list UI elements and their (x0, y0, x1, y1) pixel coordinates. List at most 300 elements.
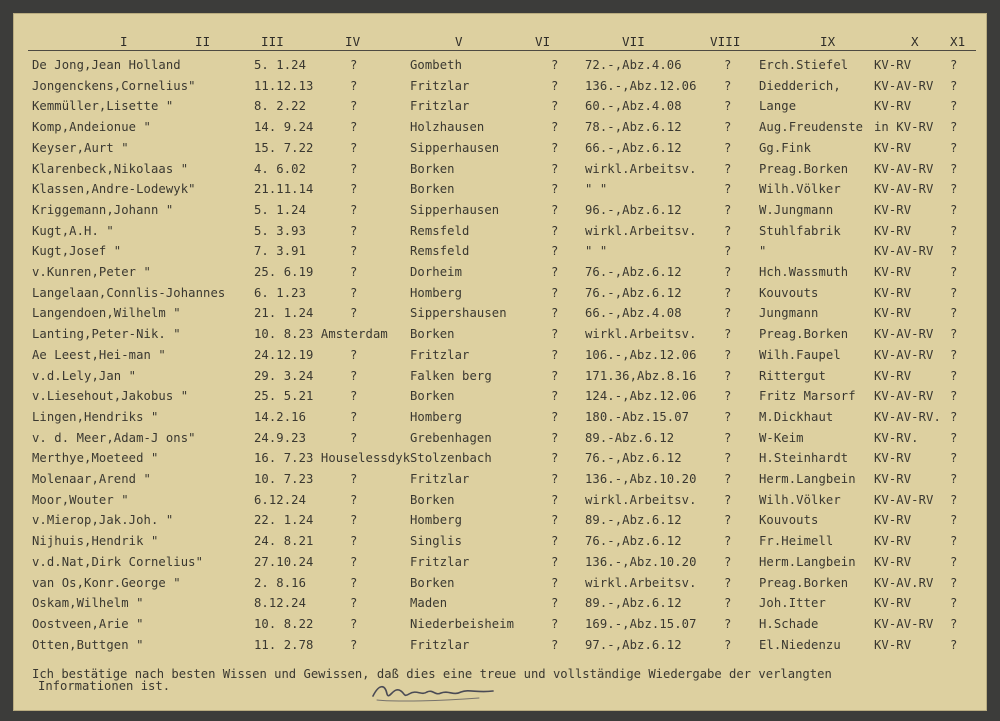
table-cell: ? (551, 534, 559, 549)
table-cell: Lingen,Hendriks " (32, 409, 159, 424)
table-cell: 5. 3.93 (254, 223, 307, 238)
table-cell: KV-RV (874, 513, 912, 528)
table-row (14, 306, 986, 324)
table-cell: ? (724, 306, 732, 321)
table-cell: ? (724, 534, 732, 549)
table-cell: ? (724, 223, 732, 238)
table-cell: ? (950, 430, 958, 445)
table-cell: ? (950, 575, 958, 590)
table-cell: ? (724, 244, 732, 259)
table-cell: ? (724, 637, 732, 652)
table-cell: ? (350, 409, 358, 424)
table-cell: ? (551, 554, 559, 569)
table-cell: KV-RV (874, 223, 912, 238)
table-row (14, 79, 986, 97)
attestation-note (32, 668, 972, 692)
table-row (14, 389, 986, 407)
table-cell: Kouvouts (759, 285, 819, 300)
table-row (14, 120, 986, 138)
table-cell: ? (350, 637, 358, 652)
table-cell: 10. 7.23 (254, 472, 314, 486)
table-cell: ? (551, 368, 559, 383)
table-cell: ? (724, 202, 732, 217)
table-cell: Otten,Buttgen " (32, 637, 144, 652)
table-cell: KV-RV (874, 285, 912, 300)
table-cell: ? (551, 265, 559, 279)
table-cell: Preag.Borken (759, 327, 849, 342)
table-cell: 10. 8.23 Amsterdam (254, 327, 388, 342)
table-cell: Fritzlar (410, 347, 470, 362)
table-cell: H.Steinhardt (759, 451, 849, 466)
table-cell: 60.-,Abz.4.08 (585, 99, 682, 114)
table-cell: 72.-,Abz.4.06 (585, 58, 682, 72)
header-col-2: II (195, 34, 211, 49)
table-cell: KV-RV (874, 534, 912, 549)
table-cell: KV-AV-RV (874, 182, 934, 197)
table-cell: ? (350, 472, 358, 486)
table-cell: ? (350, 265, 358, 279)
table-cell: 24. 8.21 (254, 534, 314, 549)
header-col-1: I (120, 34, 128, 49)
table-cell: 10. 8.22 (254, 616, 314, 631)
table-cell: wirkl.Arbeitsv. (585, 492, 697, 507)
table-cell: ? (950, 161, 958, 176)
table-cell: Kriggemann,Johann " (32, 202, 174, 217)
table-cell: ? (350, 347, 358, 362)
table-cell: ? (724, 327, 732, 342)
table-cell: 136.-,Abz.10.20 (585, 554, 697, 569)
table-cell: 89.-,Abz.6.12 (585, 596, 682, 611)
table-cell: 14.2.16 (254, 409, 307, 424)
table-cell: ? (551, 223, 559, 238)
table-cell: Jongenckens,Cornelius" (32, 78, 196, 93)
table-cell: 96.-,Abz.6.12 (585, 202, 682, 217)
table-cell: Homberg (410, 285, 463, 300)
header-col-9: IX (820, 34, 836, 49)
table-cell: 4. 6.02 (254, 161, 307, 176)
table-cell: Sipperhausen (410, 202, 500, 217)
table-cell: v.Liesehout,Jakobus " (32, 389, 189, 404)
table-cell: ? (551, 78, 559, 93)
table-cell: ? (350, 285, 358, 300)
attestation-line-2: Informationen ist. (38, 679, 171, 693)
table-cell: Stolzenbach (410, 451, 492, 466)
table-cell: KV-AV-RV (874, 327, 934, 342)
table-cell: ? (551, 120, 559, 135)
header-col-4: IV (345, 34, 361, 49)
table-cell: ? (950, 368, 958, 383)
table-cell: KV-RV. (874, 430, 919, 445)
table-cell: in KV-RV (874, 120, 934, 135)
table-cell: 136.-,Abz.12.06 (585, 78, 697, 93)
table-cell: KV-RV (874, 451, 912, 466)
table-cell: Fritzlar (410, 554, 470, 569)
table-cell: ? (950, 451, 958, 466)
table-cell: Homberg (410, 409, 463, 424)
table-cell: ? (350, 202, 358, 217)
table-row (14, 513, 986, 531)
table-cell: ? (350, 389, 358, 404)
table-cell: ? (724, 575, 732, 590)
table-cell: v.Kunren,Peter " (32, 265, 151, 279)
table-cell: ? (551, 244, 559, 259)
table-cell: KV-RV (874, 202, 912, 217)
table-cell: Wilh.Faupel (759, 347, 841, 362)
table-cell: 29. 3.24 (254, 368, 314, 383)
table-row (14, 555, 986, 573)
table-cell: Hch.Wassmuth (759, 265, 849, 279)
table-cell: Fritzlar (410, 78, 470, 93)
table-row (14, 265, 986, 283)
table-cell: ? (950, 140, 958, 155)
table-cell: 180.-Abz.15.07 (585, 409, 690, 424)
table-cell: ? (551, 161, 559, 176)
table-row (14, 327, 986, 345)
table-cell: ? (350, 513, 358, 528)
table-cell: Wilh.Völker (759, 182, 841, 197)
table-cell: Molenaar,Arend " (32, 472, 151, 486)
table-cell: Preag.Borken (759, 161, 849, 176)
table-cell: ? (724, 285, 732, 300)
table-cell: Joh.Itter (759, 596, 826, 611)
table-cell: ? (551, 347, 559, 362)
table-row (14, 431, 986, 449)
table-cell: 97.-,Abz.6.12 (585, 637, 682, 652)
table-cell: 5. 1.24 (254, 202, 307, 217)
document-card (14, 14, 986, 710)
table-cell: Gg.Fink (759, 140, 812, 155)
table-cell: 21. 1.24 (254, 306, 314, 321)
table-row (14, 58, 986, 76)
table-cell: ? (950, 409, 958, 424)
table-cell: ? (724, 554, 732, 569)
table-cell: ? (950, 616, 958, 631)
table-cell: ? (724, 368, 732, 383)
table-cell: ? (350, 120, 358, 135)
table-cell: Kemmüller,Lisette " (32, 99, 174, 114)
table-cell: ? (350, 616, 358, 631)
table-cell: 106.-,Abz.12.06 (585, 347, 697, 362)
table-cell: 6. 1.23 (254, 285, 307, 300)
table-cell: Holzhausen (410, 120, 485, 135)
table-cell: ? (724, 99, 732, 114)
header-col-11: X1 (950, 34, 966, 49)
table-cell: Wilh.Völker (759, 492, 841, 507)
table-cell: Klarenbeck,Nikolaas " (32, 161, 189, 176)
table-cell: Maden (410, 596, 448, 611)
table-row (14, 182, 986, 200)
table-cell: Jungmann (759, 306, 819, 321)
table-cell: Remsfeld (410, 223, 470, 238)
table-cell: ? (350, 78, 358, 93)
table-cell: Gombeth (410, 58, 463, 72)
table-cell: KV-AV-RV (874, 389, 934, 404)
table-cell: v.d.Lely,Jan " (32, 368, 137, 383)
table-cell: 66.-,Abz.4.08 (585, 306, 682, 321)
table-cell: ? (950, 285, 958, 300)
table-cell: KV-AV-RV (874, 616, 934, 631)
table-cell: ? (950, 389, 958, 404)
table-cell: KV-AV-RV (874, 244, 934, 259)
table-cell: ? (350, 182, 358, 197)
table-cell: ? (551, 140, 559, 155)
table-cell: Aug.Freudenste (759, 120, 864, 135)
table-cell: Preag.Borken (759, 575, 849, 590)
table-cell: Borken (410, 161, 455, 176)
table-cell: Merthye,Moeteed " (32, 451, 159, 466)
table-cell: ? (551, 596, 559, 611)
table-cell: 7. 3.91 (254, 244, 307, 259)
table-cell: ? (350, 596, 358, 611)
table-cell: Langelaan,Connlis-Johannes (32, 285, 226, 300)
table-cell: Oskam,Wilhelm " (32, 596, 144, 611)
table-cell: H.Schade (759, 616, 819, 631)
table-cell: 169.-,Abz.15.07 (585, 616, 697, 631)
table-cell: ? (724, 161, 732, 176)
table-cell: wirkl.Arbeitsv. (585, 223, 697, 238)
table-cell: KV-AV.RV (874, 575, 934, 590)
table-cell: Borken (410, 575, 455, 590)
table-cell: El.Niedenzu (759, 637, 841, 652)
table-cell: KV-RV (874, 554, 912, 569)
table-cell: 2. 8.16 (254, 575, 307, 590)
table-cell: 24.9.23 (254, 430, 307, 445)
table-cell: ? (950, 120, 958, 135)
table-cell: ? (724, 492, 732, 507)
table-cell: Diedderich, (759, 78, 841, 93)
table-cell: ? (551, 637, 559, 652)
table-cell: 24.12.19 (254, 347, 314, 362)
table-cell: wirkl.Arbeitsv. (585, 327, 697, 342)
table-row (14, 348, 986, 366)
table-cell: ? (551, 472, 559, 486)
table-cell: ? (724, 347, 732, 362)
table-cell: Kouvouts (759, 513, 819, 528)
table-cell: 76.-,Abz.6.12 (585, 265, 682, 279)
table-cell: Ae Leest,Hei-man " (32, 347, 166, 362)
table-cell: ? (950, 554, 958, 569)
table-cell: ? (724, 389, 732, 404)
table-row (14, 286, 986, 304)
table-cell: M.Dickhaut (759, 409, 834, 424)
table-cell: Singlis (410, 534, 463, 549)
table-cell: ? (350, 99, 358, 114)
table-cell: 15. 7.22 (254, 140, 314, 155)
table-cell: KV-AV-RV (874, 78, 934, 93)
table-cell: wirkl.Arbeitsv. (585, 161, 697, 176)
table-cell: ? (350, 534, 358, 549)
table-cell: ? (724, 616, 732, 631)
table-cell: 22. 1.24 (254, 513, 314, 528)
table-cell: KV-RV (874, 472, 912, 486)
table-cell: W-Keim (759, 430, 804, 445)
table-cell: ? (724, 182, 732, 197)
table-cell: v. d. Meer,Adam-J ons" (32, 430, 196, 445)
table-cell: KV-RV (874, 368, 912, 383)
table-cell: ? (724, 430, 732, 445)
table-cell: ? (724, 120, 732, 135)
table-cell: ? (950, 99, 958, 114)
table-cell: ? (950, 513, 958, 528)
table-cell: ? (950, 306, 958, 321)
table-cell: 21.11.14 (254, 182, 314, 197)
table-cell: ? (950, 637, 958, 652)
table-row (14, 576, 986, 594)
table-row (14, 224, 986, 242)
table-cell: ? (350, 223, 358, 238)
table-cell: Borken (410, 182, 455, 197)
table-cell: ? (950, 327, 958, 342)
table-row (14, 472, 986, 490)
table-cell: ? (350, 554, 358, 569)
table-cell: Keyser,Aurt " (32, 140, 129, 155)
table-cell: ? (724, 78, 732, 93)
table-cell: Lanting,Peter-Nik. " (32, 327, 181, 342)
table-cell: ? (724, 58, 732, 72)
table-cell: ? (724, 140, 732, 155)
table-cell: ? (551, 575, 559, 590)
table-cell: Klassen,Andre-Lodewyk" (32, 182, 196, 197)
header-col-5: V (455, 34, 463, 49)
table-cell: 8.12.24 (254, 596, 307, 611)
table-cell: 136.-,Abz.10.20 (585, 472, 697, 486)
header-col-6: VI (535, 34, 551, 49)
table-cell: wirkl.Arbeitsv. (585, 575, 697, 590)
table-cell: ? (350, 140, 358, 155)
table-cell: ? (950, 472, 958, 486)
table-cell: 89.-Abz.6.12 (585, 430, 675, 445)
table-cell: Borken (410, 327, 455, 342)
table-cell: v.d.Nat,Dirk Cornelius" (32, 554, 204, 569)
table-cell: ? (950, 58, 958, 72)
table-cell: Sippershausen (410, 306, 507, 321)
table-cell: Erch.Stiefel (759, 58, 849, 72)
table-cell: " (759, 244, 767, 259)
table-row (14, 141, 986, 159)
table-cell: Dorheim (410, 265, 463, 279)
table-row (14, 244, 986, 262)
table-cell: 25. 6.19 (254, 265, 314, 279)
table-cell: ? (551, 616, 559, 631)
table-cell: Langendoen,Wilhelm " (32, 306, 181, 321)
table-cell: 11.12.13 (254, 78, 314, 93)
table-row (14, 493, 986, 511)
table-cell: KV-RV (874, 99, 912, 114)
table-cell: ? (350, 244, 358, 259)
table-cell: Nijhuis,Hendrik " (32, 534, 159, 549)
table-cell: Kugt,A.H. " (32, 223, 114, 238)
table-cell: ? (551, 99, 559, 114)
table-row (14, 99, 986, 117)
table-cell: KV-AV-RV (874, 161, 934, 176)
table-cell: 76.-,Abz.6.12 (585, 285, 682, 300)
table-cell: 25. 5.21 (254, 389, 314, 404)
table-row (14, 451, 986, 469)
table-cell: 124.-,Abz.12.06 (585, 389, 697, 404)
table-cell: Homberg (410, 513, 463, 528)
table-cell: KV-RV (874, 637, 912, 652)
header-col-10: X (911, 34, 919, 49)
table-cell: ? (551, 513, 559, 528)
table-cell: Stuhlfabrik (759, 223, 841, 238)
table-cell: 89.-,Abz.6.12 (585, 513, 682, 528)
table-cell: Herm.Langbein (759, 472, 856, 486)
table-cell: KV-AV-RV (874, 492, 934, 507)
header-rule (28, 50, 976, 51)
table-cell: ? (551, 430, 559, 445)
table-cell: ? (950, 244, 958, 259)
table-row (14, 410, 986, 428)
table-cell: ? (551, 389, 559, 404)
table-cell: Fritzlar (410, 637, 470, 652)
table-cell: ? (551, 451, 559, 466)
table-cell: ? (950, 265, 958, 279)
table-cell: van Os,Konr.George " (32, 575, 181, 590)
table-cell: KV-RV (874, 140, 912, 155)
table-cell: 76.-,Abz.6.12 (585, 534, 682, 549)
table-row (14, 203, 986, 221)
table-cell: 5. 1.24 (254, 58, 307, 72)
header-col-3: III (261, 34, 284, 49)
table-cell: Kugt,Josef " (32, 244, 122, 259)
table-cell: Moor,Wouter " (32, 492, 129, 507)
table-cell: 6.12.24 (254, 492, 307, 507)
table-cell: Fritzlar (410, 472, 470, 486)
table-cell: Niederbeisheim (410, 616, 515, 631)
table-cell: 78.-,Abz.6.12 (585, 120, 682, 135)
table-cell: KV-RV (874, 265, 912, 279)
header-col-7: VII (622, 34, 645, 49)
table-row (14, 162, 986, 180)
table-cell: Fritzlar (410, 99, 470, 114)
table-cell: ? (724, 472, 732, 486)
table-cell: ? (551, 409, 559, 424)
table-cell: ? (950, 202, 958, 217)
table-cell: Grebenhagen (410, 430, 492, 445)
table-cell: Sipperhausen (410, 140, 500, 155)
table-cell: ? (950, 223, 958, 238)
table-cell: ? (724, 513, 732, 528)
table-cell: " " (585, 182, 608, 197)
table-cell: ? (350, 430, 358, 445)
table-cell: ? (551, 285, 559, 300)
table-cell: ? (350, 58, 358, 72)
table-row (14, 369, 986, 387)
table-cell: ? (350, 575, 358, 590)
table-cell: W.Jungmann (759, 202, 834, 217)
table-cell: ? (551, 306, 559, 321)
header-col-8: VIII (710, 34, 741, 49)
table-row (14, 534, 986, 552)
table-cell: 14. 9.24 (254, 120, 314, 135)
table-cell: " " (585, 244, 608, 259)
table-cell: ? (724, 265, 732, 279)
table-cell: 66.-,Abz.6.12 (585, 140, 682, 155)
attestation-line-1: Ich bestätige nach besten Wissen und Gewissen, daß dies eine treue und vollständige Wiedergabe der verlangten (32, 667, 832, 681)
table-cell: 8. 2.22 (254, 99, 307, 114)
table-cell: 27.10.24 (254, 554, 314, 569)
table-cell: ? (551, 182, 559, 197)
table-cell: 171.36,Abz.8.16 (585, 368, 697, 383)
table-cell: KV-AV-RV. (874, 409, 941, 424)
table-row (14, 596, 986, 614)
table-cell: ? (551, 202, 559, 217)
table-cell: 11. 2.78 (254, 637, 314, 652)
signature (369, 680, 499, 704)
table-row (14, 617, 986, 635)
table-cell: ? (950, 534, 958, 549)
table-cell: KV-RV (874, 306, 912, 321)
